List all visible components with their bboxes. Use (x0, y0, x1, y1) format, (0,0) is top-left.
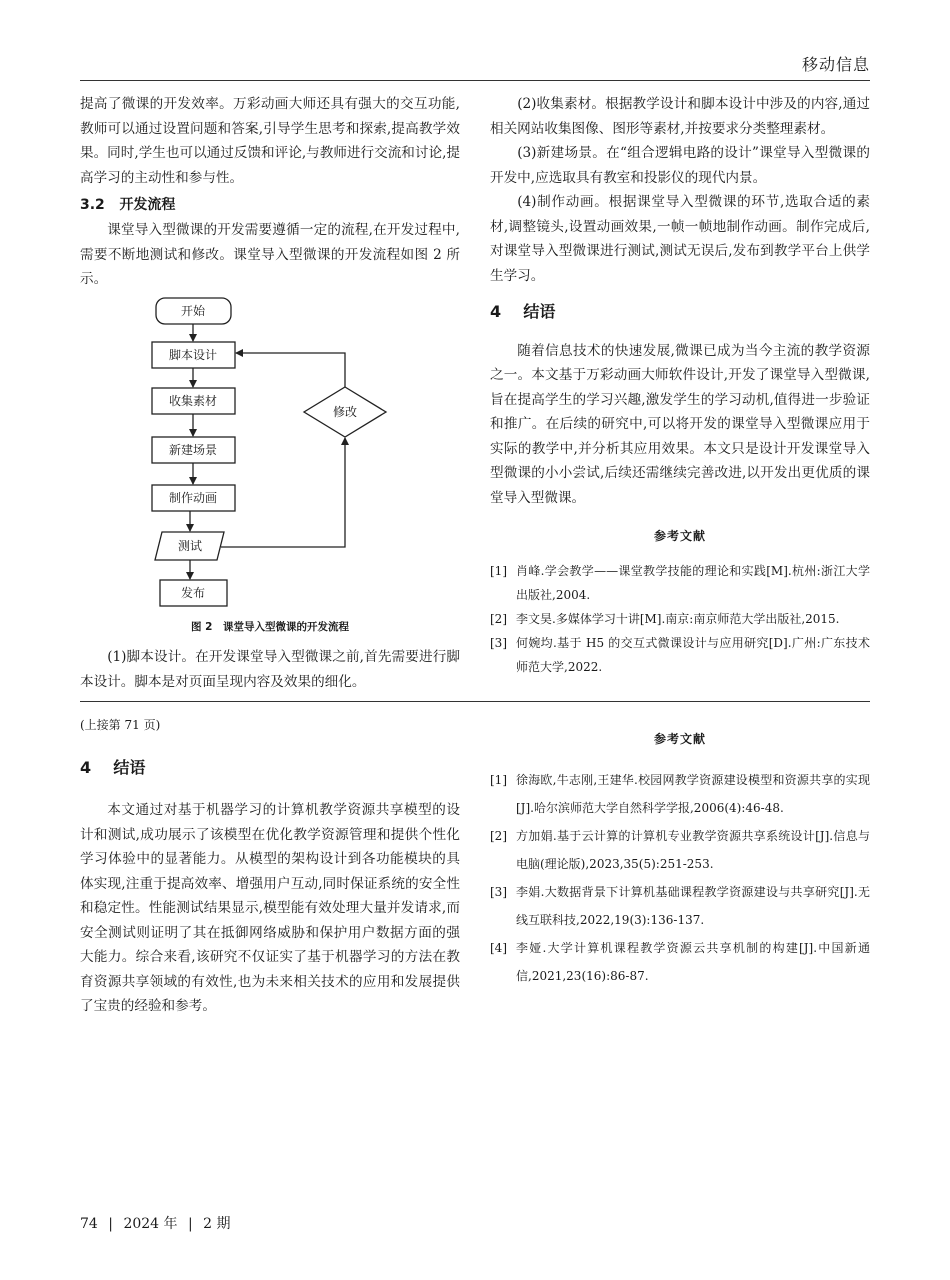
conclusion-paragraph-bottom: 本文通过对基于机器学习的计算机教学资源共享模型的设计和测试,成功展示了该模型在优化教学资源管理和提供个性化学习体验中的显著能力。从模型的架构设计到各功能模块的具体实现,注重于提高效率、增强用户互动,同时保证系统的安全性和稳定性。性能测试结果显示,模型能有效处理大量并发请求,而安全测试则证明了其在抵御网络威胁和保护用户数据方面的强大能力。综合来看,该研究不仅证实了基于机器学习的方法在教育资源共享领域的有效性,也为未来相关技术的应用和发展提供了宝贵的经验和参考。 (80, 802, 460, 1014)
reference-item: [2] 方加娟.基于云计算的计算机专业教学资源共享系统设计[J].信息与电脑(理论版),2023,35(5):251-253. (490, 828, 870, 871)
section-title: 结语 (113, 757, 146, 777)
section-title: 结语 (523, 302, 556, 321)
top-right-column (490, 92, 870, 679)
figure-caption: 图 2 课堂导入型微课的开发流程 (191, 621, 349, 633)
modify-label: 修改 (332, 405, 358, 419)
section-title: 开发流程 (119, 197, 176, 213)
step-1-paragraph: (1)脚本设计。在开发课堂导入型微课之前,首先需要进行脚本设计。脚本是对页面呈现内容及效果的细化。 (80, 649, 460, 690)
header-rule (80, 80, 870, 81)
flowchart (140, 295, 400, 610)
section-number: 4 (490, 302, 502, 321)
scene-label: 新建场景 (168, 443, 218, 457)
issue-year: 2024 年 (123, 1216, 178, 1232)
intro-paragraph: 提高了微课的开发效率。万彩动画大师还具有强大的交互功能,教师可以通过设置问题和答案,引导学生思考和探索,提高教学效果。同时,学生也可以通过反馈和评论,与教师进行交流和讨论,提高学习的主动性和参与性。 (80, 96, 460, 186)
references-heading-bottom: 参考文献 (653, 732, 706, 746)
top-left-column (80, 92, 460, 292)
reference-item: [3] 何婉均.基于 H5 的交互式微课设计与应用研究[D].广州:广东技术师范大学,2022. (490, 635, 870, 674)
section-3-2-heading (80, 192, 460, 218)
bottom-right-column (490, 727, 870, 990)
journal-name: 移动信息 (801, 55, 870, 74)
page-footer: 74 | 2024 年 | 2 期 (80, 1216, 231, 1232)
section-number: 3.2 (80, 197, 105, 213)
step-3-paragraph: (3)新建场景。在“组合逻辑电路的设计”课堂导入型微课的开发中,应选取具有教室和投影仪的现代内景。 (490, 145, 870, 186)
references-list-top (490, 559, 870, 679)
references-heading-top: 参考文献 (653, 529, 706, 543)
section-number: 4 (80, 757, 92, 777)
references-list-bottom (490, 766, 870, 990)
reference-item: [4] 李娅.大学计算机课程教学资源云共享机制的构建[J].中国新通信,2021,23(16):86-87. (490, 940, 870, 983)
collect-label: 收集素材 (168, 394, 218, 408)
section-4-heading-bottom (80, 756, 460, 781)
animate-label: 制作动画 (168, 491, 218, 505)
reference-item: [1] 肖峰.学会教学——课堂教学技能的理论和实践[M].杭州:浙江大学出版社,2004. (490, 563, 870, 602)
section-4-heading-top (490, 300, 870, 325)
test-label: 测试 (177, 539, 203, 553)
reference-item: [1] 徐海欧,牛志刚,王建华.校园网教学资源建设模型和资源共享的实现[J].哈尔滨师范大学自然科学学报,2006(4):46-48. (490, 772, 870, 815)
step-4-paragraph: (4)制作动画。根据课堂导入型微课的环节,选取合适的素材,调整镜头,设置动画效果,一帧一帧地制作动画。制作完成后,对课堂导入型微课进行测试,测试无误后,发布到教学平台上供学生学习。 (490, 194, 870, 284)
step-2-paragraph: (2)收集素材。根据教学设计和脚本设计中涉及的内容,通过相关网站收集图像、图形等素材,并按要求分类整理素材。 (490, 96, 870, 137)
section-3-2-paragraph: 课堂导入型微课的开发需要遵循一定的流程,在开发过程中,需要不断地测试和修改。课堂导入型微课的开发流程如图 2 所示。 (80, 222, 460, 287)
reference-item: [2] 李文昊.多媒体学习十讲[M].南京:南京师范大学出版社,2015. (490, 611, 840, 626)
top-left-column-steps (80, 645, 460, 694)
issue-number: 2 期 (203, 1216, 231, 1232)
continued-note: (上接第 71 页) (80, 718, 161, 732)
conclusion-paragraph-top: 随着信息技术的快速发展,微课已成为当今主流的教学资源之一。本文基于万彩动画大师软件设计,开发了课堂导入型微课,旨在提高学生的学习兴趣,激发学生的学习动机,值得进一步验证和推广。在后续的研究中,可以将开发的课堂导入型微课应用于实际的教学中,并分析其应用效果。本文只是设计开发课堂导入型微课的小小尝试,后续还需继续完善改进,以开发出更优质的课堂导入型微课。 (490, 342, 870, 506)
page-number: 74 (80, 1216, 98, 1232)
bottom-left-column (80, 713, 460, 1019)
reference-item: [3] 李娟.大数据背景下计算机基础课程教学资源建设与共享研究[J].无线互联科技,2022,19(3):136-137. (490, 884, 870, 927)
start-label: 开始 (180, 304, 206, 318)
article-divider (80, 701, 870, 702)
script-label: 脚本设计 (168, 348, 218, 362)
publish-label: 发布 (180, 586, 206, 600)
